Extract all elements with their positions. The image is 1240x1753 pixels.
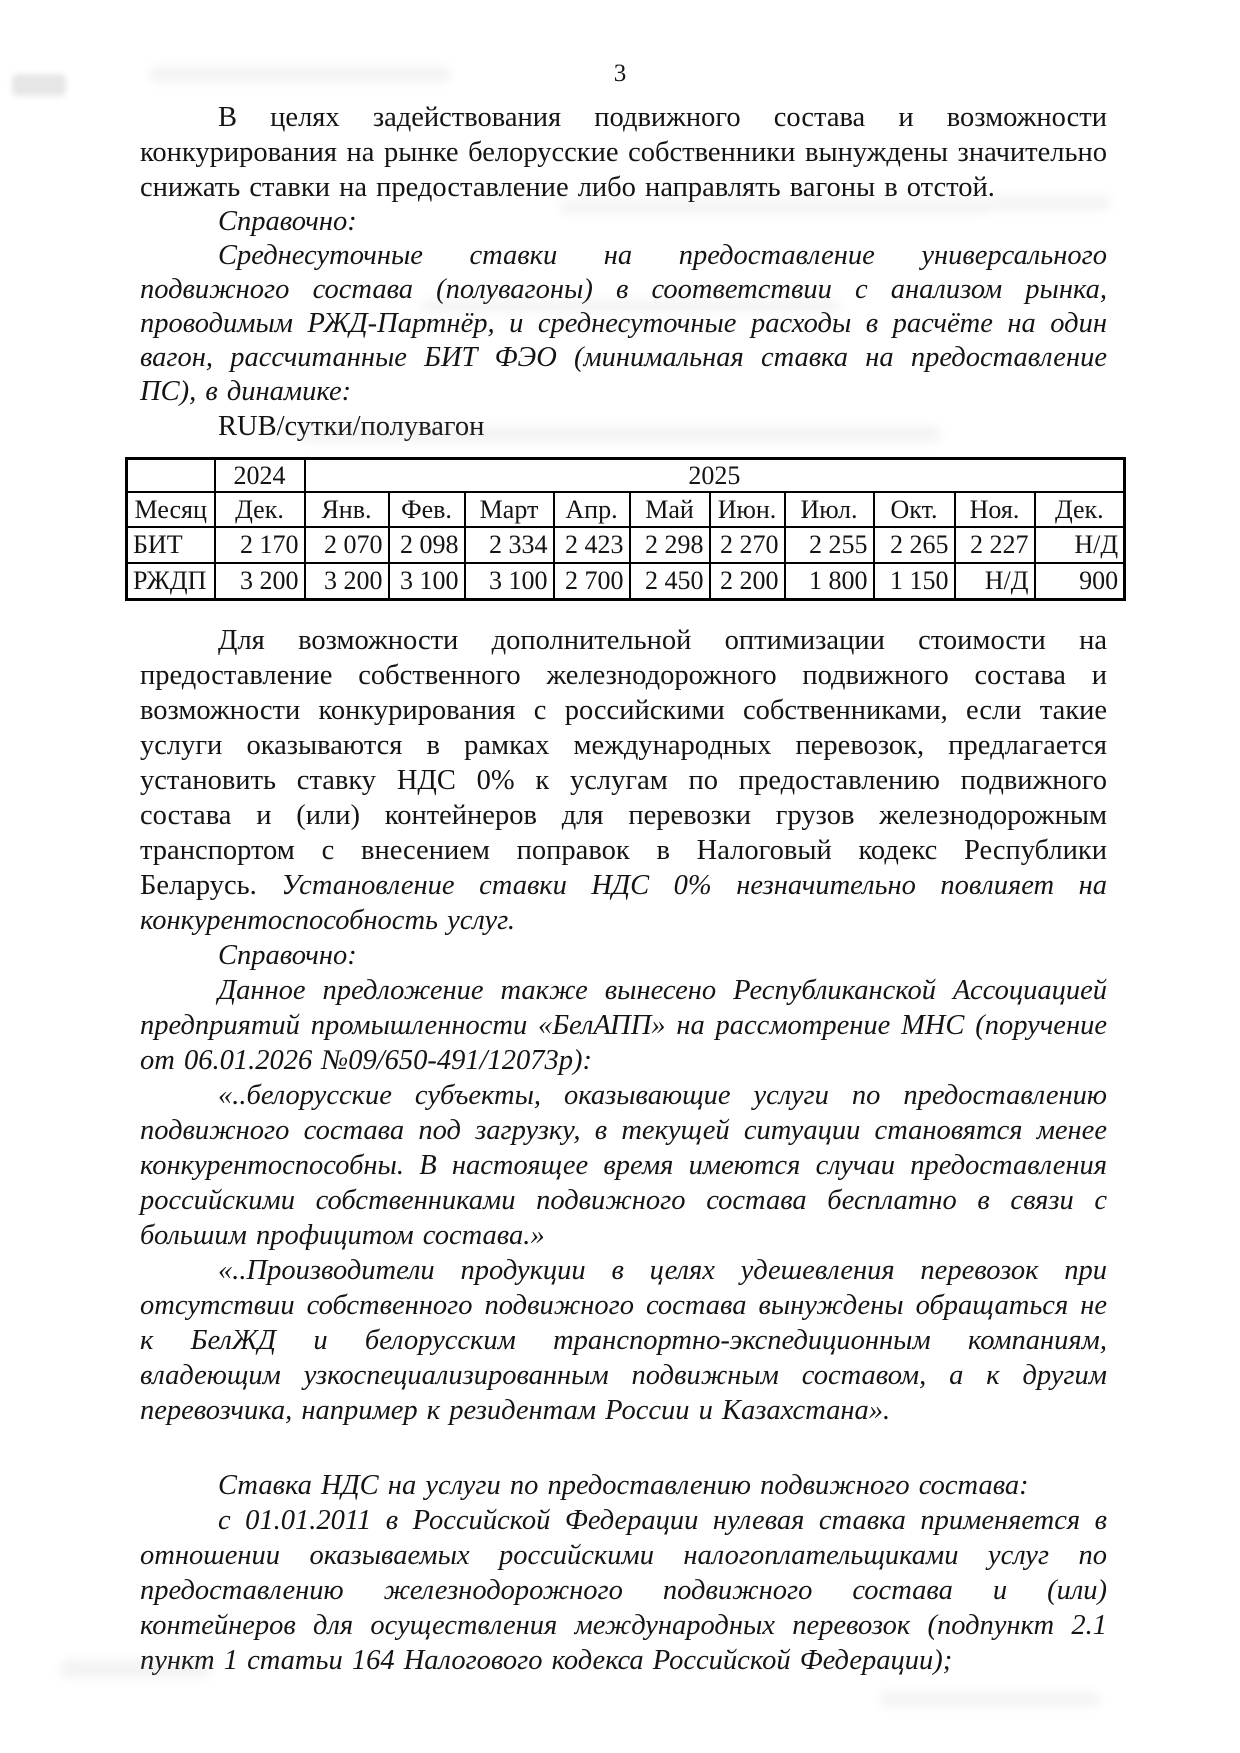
value-cell: 900 [1035, 563, 1125, 600]
value-cell: 2 334 [465, 527, 554, 563]
intro-paragraph: В целях задействования подвижного состава и возможности конкурирования на рынке белорусские собственники вынуждены значительно снижать ставки на предоставление либо направлять вагоны в отстой. [140, 102, 1107, 203]
value-cell: 1 150 [874, 563, 955, 600]
table-row [127, 527, 1125, 563]
value-cell: Н/Д [1035, 527, 1125, 563]
page-number: 3 [613, 60, 627, 87]
value-cell: 3 200 [305, 563, 389, 600]
table-row [127, 563, 1125, 600]
value-cell: 2 070 [305, 527, 389, 563]
value-cell: 2 450 [630, 563, 710, 600]
reference-label: Справочно: [218, 206, 357, 237]
month-header-cell: Ноя. [955, 492, 1035, 527]
corner-empty-cell [127, 459, 215, 493]
reference-label-2: Справочно: [218, 940, 357, 971]
month-header-cell: Дек. [215, 492, 305, 527]
month-header-cell: Апр. [554, 492, 630, 527]
value-cell: 2 265 [874, 527, 955, 563]
quote-belapp-1: «..белорусские субъекты, оказывающие услуги по предоставлению подвижного состава под загрузку, в текущей ситуации становятся менее конкурентоспособны. В настоящее время имеются случаи предоставления российскими собственниками подвижного состава бесплатно в связи с большим профицитом состава.» [140, 1080, 1107, 1251]
month-header-cell: Окт. [874, 492, 955, 527]
proposal-italic-text: Установление ставки НДС 0% незначительно повлияет на конкурентоспособность услуг. [140, 870, 1107, 936]
rates-table [125, 457, 1126, 601]
value-cell: Н/Д [955, 563, 1035, 600]
month-header-cell: Фев. [389, 492, 465, 527]
table-units-caption: RUB/сутки/полувагон [218, 411, 485, 442]
value-cell: 2 227 [955, 527, 1035, 563]
quote-belapp-2: «..Производители продукции в целях удешевления перевозок при отсутствии собственного подвижного состава вынуждены обращаться не к БелЖД и белорусским транспортно-экспедиционным компаниям, владеющим узкоспециализированным подвижным составом, а к другим перевозчика, например к резидентам России и Казахстана». [140, 1255, 1107, 1426]
rates-tbody [127, 459, 1125, 600]
value-cell: 2 298 [630, 527, 710, 563]
year-header-row [127, 459, 1125, 493]
value-cell: 2 200 [710, 563, 785, 600]
value-cell: 2 423 [554, 527, 630, 563]
row-label-cell: РЖДП [127, 563, 215, 600]
reference-text: Среднесуточные ставки на предоставление универсального подвижного состава (полувагоны) в соответствии с анализом рынка, проводимым РЖД-Партнёр, и среднесуточные расходы в расчёте на один вагон, рассчитанные БИТ ФЭО (минимальная ставка на предоставление ПС), в динамике: [140, 240, 1107, 407]
month-header-cell: Дек. [1035, 492, 1125, 527]
corner-label-cell: Месяц [127, 492, 215, 527]
value-cell: 2 700 [554, 563, 630, 600]
value-cell: 3 100 [465, 563, 554, 600]
value-cell: 2 255 [785, 527, 874, 563]
month-header-cell: Март [465, 492, 554, 527]
vat-heading: Ставка НДС на услуги по предоставлению подвижного состава: [218, 1470, 1029, 1501]
row-label-cell: БИТ [127, 527, 215, 563]
scan-noise [880, 1692, 1100, 1706]
year-cell-2025: 2025 [305, 459, 1125, 493]
value-cell: 2 170 [215, 527, 305, 563]
vat-body: с 01.01.2011 в Российской Федерации нулевая ставка применяется в отношении оказываемых российскими налогоплательщиками услуг по предоставлению железнодорожного подвижного состава и (или) контейнеров для осуществления международных перевозок (подпункт 2.1 пункт 1 статьи 164 Налогового кодекса Российской Федерации); [140, 1505, 1107, 1676]
proposal-paragraph [140, 623, 1107, 938]
year-cell-2024: 2024 [215, 459, 305, 493]
reference-text-2: Данное предложение также вынесено Республиканской Ассоциацией предприятий промышленности «БелАПП» на рассмотрение МНС (поручение от 06.01.2026 №09/650-491/12073р): [140, 975, 1107, 1076]
value-cell: 2 098 [389, 527, 465, 563]
document-body [133, 100, 1119, 1678]
value-cell: 3 100 [389, 563, 465, 600]
value-cell: 2 270 [710, 527, 785, 563]
month-header-cell: Янв. [305, 492, 389, 527]
month-header-cell: Май [630, 492, 710, 527]
months-row [127, 492, 1125, 527]
month-header-cell: Июл. [785, 492, 874, 527]
month-header-cell: Июн. [710, 492, 785, 527]
proposal-regular-text: Для возможности дополнительной оптимизации стоимости на предоставление собственного железнодорожного подвижного состава и возможности конкурирования с российскими собственниками, если такие услуги оказываются в рамках международных перевозок, предлагается установить ставку НДС 0% к услугам по предоставлению подвижного состава и (или) контейнеров для перевозки грузов железнодорожным транспортом с внесением поправок в Налоговый кодекс Республики Беларусь. [140, 625, 1107, 901]
value-cell: 3 200 [215, 563, 305, 600]
value-cell: 1 800 [785, 563, 874, 600]
